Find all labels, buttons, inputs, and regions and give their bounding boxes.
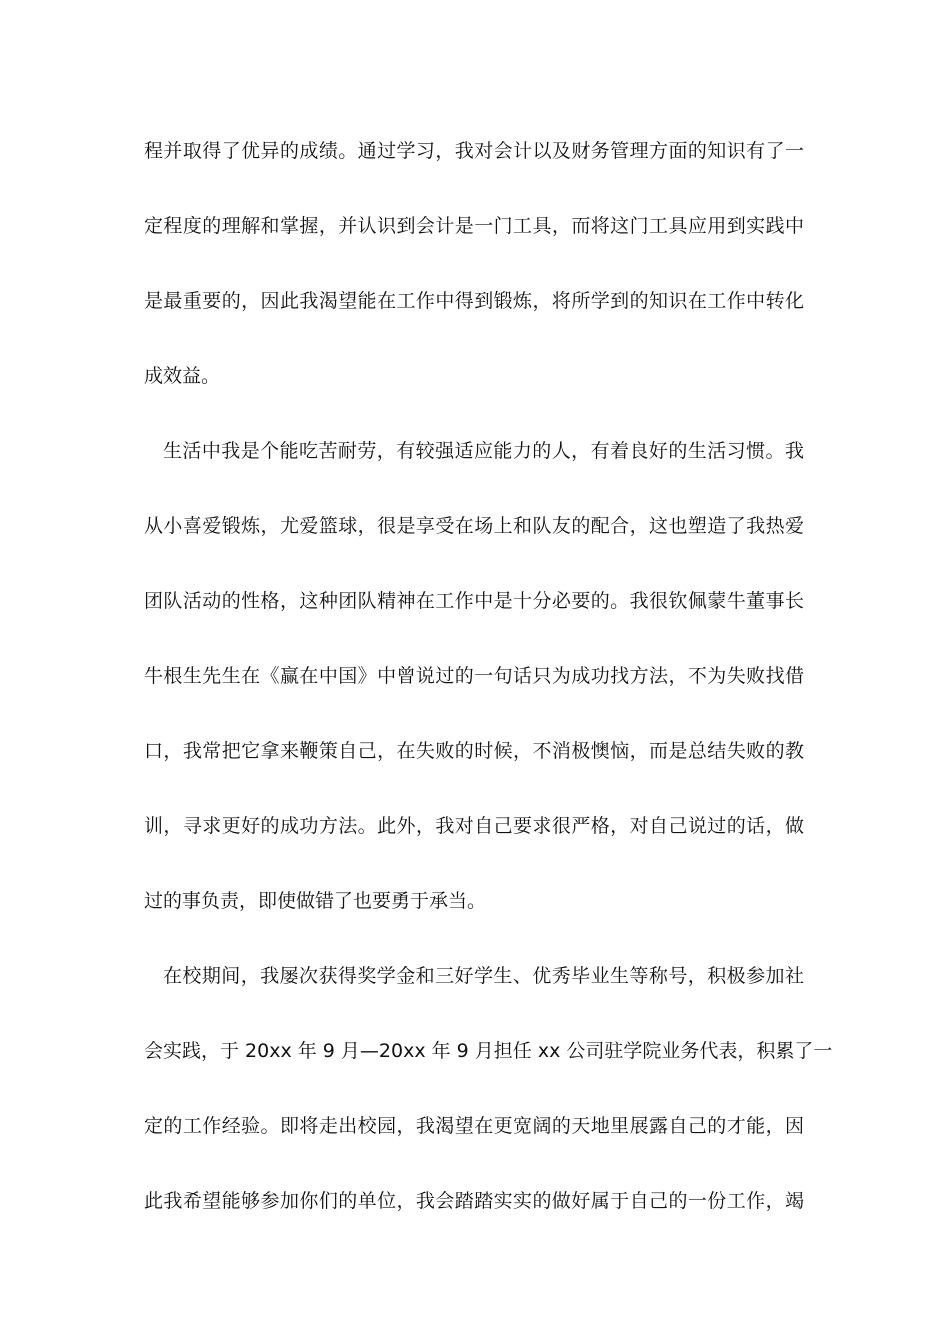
paragraph-1-line-3: 是最重要的，因此我渴望能在工作中得到锻炼，将所学到的知识在工作中转化: [144, 290, 804, 312]
paragraph-1-line-4: 成效益。: [144, 365, 221, 387]
paragraph-2-line-4: 牛根生先生在《赢在中国》中曾说过的一句话只为成功找方法，不为失败找借: [144, 665, 804, 687]
paragraph-2-line-1: 生活中我是个能吃苦耐劳，有较强适应能力的人，有着良好的生活习惯。我: [163, 440, 804, 462]
paragraph-3-line-1: 在校期间，我屡次获得奖学金和三好学生、优秀毕业生等称号，积极参加社: [163, 965, 804, 987]
paragraph-2-line-5: 口，我常把它拿来鞭策自己，在失败的时候，不消极懊恼，而是总结失败的教: [144, 740, 804, 762]
paragraph-2-line-6: 训，寻求更好的成功方法。此外，我对自己要求很严格，对自己说过的话，做: [144, 815, 804, 837]
paragraph-3-line-4: 此我希望能够参加你们的单位，我会踏踏实实的做好属于自己的一份工作，竭: [144, 1190, 804, 1212]
paragraph-3-line-3: 定的工作经验。即将走出校园，我渴望在更宽阔的天地里展露自己的才能，因: [144, 1115, 804, 1137]
paragraph-1-line-2: 定程度的理解和掌握，并认识到会计是一门工具，而将这门工具应用到实践中: [144, 215, 804, 237]
paragraph-1-line-1: 程并取得了优异的成绩。通过学习，我对会计以及财务管理方面的知识有了一: [144, 140, 804, 162]
paragraph-3-line-2: 会实践，于 20xx 年 9 月—20xx 年 9 月担任 xx 公司驻学院业务代表，积累了一: [144, 1040, 833, 1062]
paragraph-2-line-3: 团队活动的性格，这种团队精神在工作中是十分必要的。我很钦佩蒙牛董事长: [144, 590, 804, 612]
paragraph-2-line-7: 过的事负责，即使做错了也要勇于承当。: [144, 890, 487, 912]
document-body: [144, 128, 833, 1253]
paragraph-2-line-2: 从小喜爱锻炼，尤爱篮球，很是享受在场上和队友的配合，这也塑造了我热爱: [144, 515, 804, 537]
